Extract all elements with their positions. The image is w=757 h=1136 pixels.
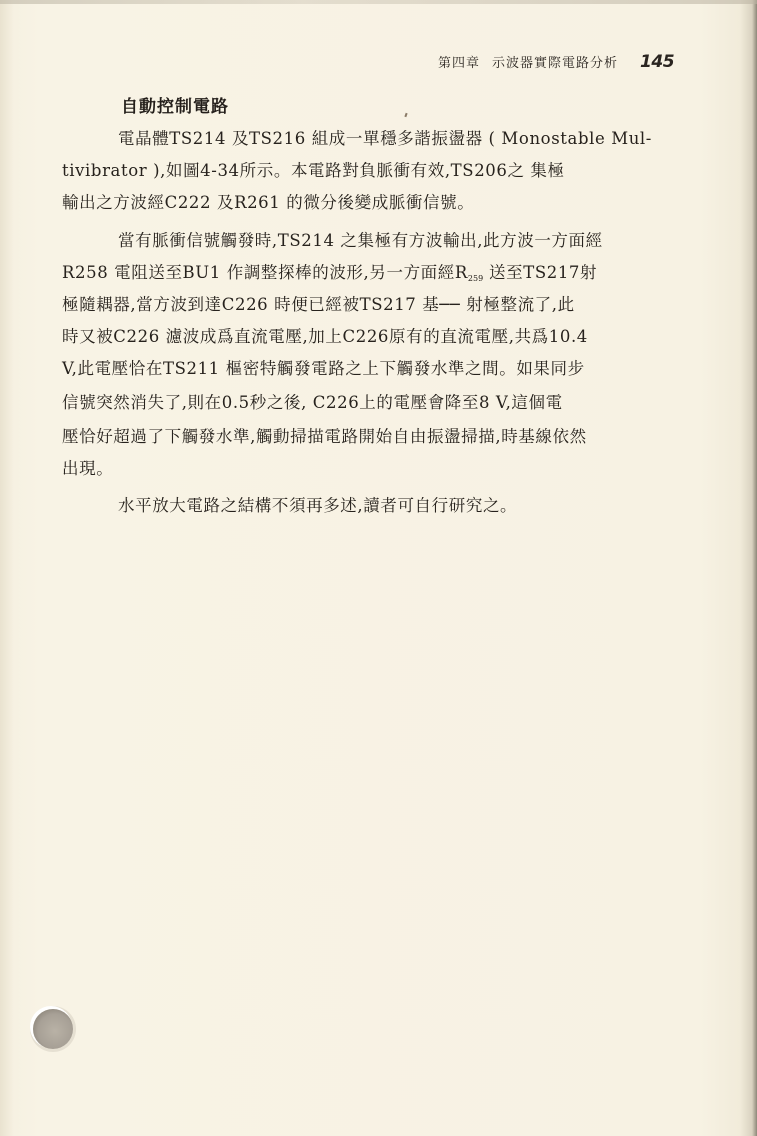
- paragraph-2-line-1: 當有脈衝信號觸發時,TS214 之集極有方波輸出,此方波一方面經: [118, 231, 603, 250]
- resistor-subscript: 259: [467, 274, 484, 283]
- paragraph-2-line-5: V,此電壓恰在TS211 樞密特觸發電路之上下觸發水準之間。如果同步: [62, 359, 585, 378]
- paragraph-1-line-3: 輸出之方波經C222 及R261 的微分後變成脈衝信號。: [62, 193, 475, 212]
- paragraph-2-line-6: 信號突然消失了,則在0.5秒之後, C226上的電壓會降至8 V,這個電: [62, 393, 563, 412]
- paragraph-1-line-2: tivibrator ),如圖4-34所示。本電路對負脈衝有效,TS206之 集極: [62, 161, 565, 180]
- paragraph-2-line-2: [62, 259, 597, 283]
- paragraph-2-line-4: 時又被C226 濾波成爲直流電壓,加上C226原有的直流電壓,共爲10.4: [62, 327, 588, 346]
- page-top-edge: [0, 0, 757, 4]
- paper-speck: [404, 113, 407, 117]
- paragraph-2-line-2-tail: 送至TS217射: [483, 263, 598, 282]
- chapter-title: 示波器實際電路分析: [492, 56, 619, 71]
- section-title: 自動控制電路: [121, 97, 229, 117]
- paragraph-2-line-7: 壓恰好超過了下觸發水準,觸動掃描電路開始自由振盪掃描,時基線依然: [62, 427, 587, 446]
- paragraph-2-line-3: 極隨耦器,當方波到達C226 時便已經被TS217 基── 射極整流了,此: [62, 295, 575, 314]
- paragraph-2-line-2-text: R258 電阻送至BU1 作調整探棒的波形,另一方面經R: [62, 263, 468, 282]
- paragraph-1-line-1: 電晶體TS214 及TS216 組成一單穩多諧振盪器 ( Monostable Mul-: [118, 129, 652, 148]
- binding-hole: [33, 1009, 73, 1049]
- chapter-label: 第四章: [438, 56, 481, 71]
- paragraph-3-line-1: 水平放大電路之結構不須再多述,讀者可自行研究之。: [118, 496, 518, 515]
- running-header: [438, 52, 674, 76]
- page-number: 145: [640, 52, 675, 72]
- paragraph-2-line-8: 出現。: [62, 459, 114, 478]
